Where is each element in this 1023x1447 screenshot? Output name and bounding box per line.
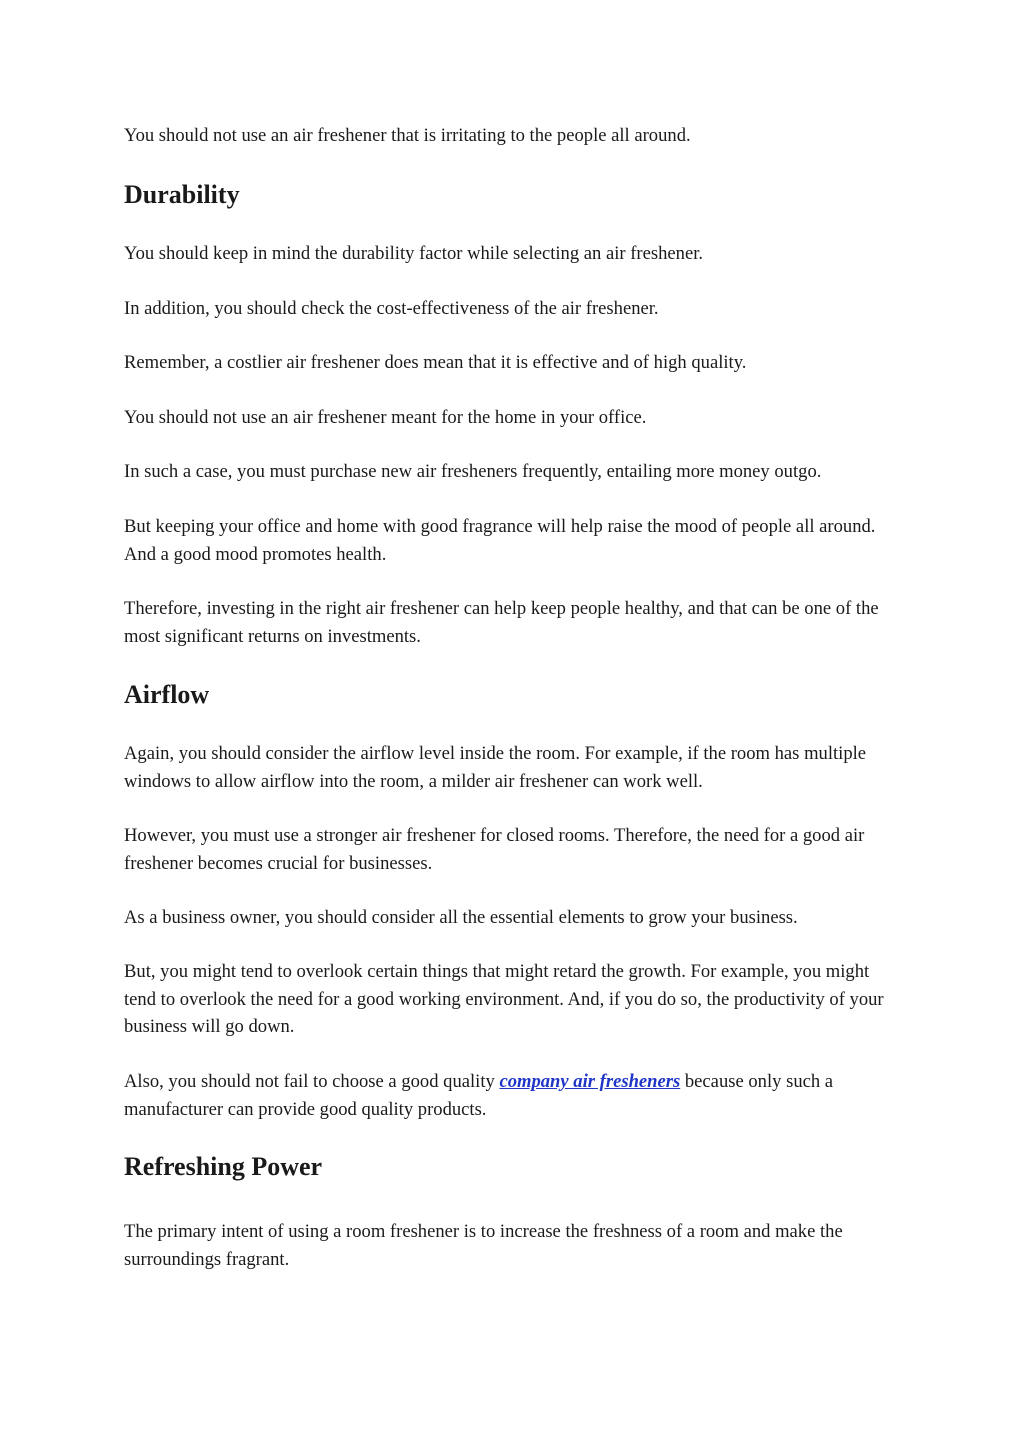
paragraph-durability-1: You should keep in mind the durability factor while selecting an air freshener.: [124, 243, 704, 264]
paragraph-durability-2: In addition, you should check the cost-effectiveness of the air freshener.: [124, 298, 659, 319]
paragraph-durability-3: Remember, a costlier air freshener does mean that it is effective and of high quality.: [124, 352, 747, 373]
company-air-fresheners-link[interactable]: company air fresheners: [499, 1071, 681, 1092]
heading-refreshing-power: Refreshing Power: [124, 1152, 323, 1181]
paragraph-airflow-5-text-after: because only such a manufacturer can provide good quality products.: [124, 1071, 834, 1120]
paragraph-airflow-3: As a business owner, you should consider all the essential elements to grow your business.: [124, 907, 798, 928]
paragraph-durability-7: Therefore, investing in the right air freshener can help keep people healthy, and that can be one of the most significant returns on investments.: [124, 598, 879, 647]
paragraph-airflow-5: [124, 1068, 904, 1123]
paragraph-durability-5: In such a case, you must purchase new air fresheners frequently, entailing more money outgo.: [124, 461, 822, 482]
paragraph-airflow-5-text-before: Also, you should not fail to choose a good quality: [124, 1071, 500, 1092]
heading-airflow: Airflow: [124, 680, 210, 709]
paragraph-refreshing-1: The primary intent of using a room freshener is to increase the freshness of a room and make the surroundings fragrant.: [124, 1221, 843, 1270]
heading-durability: Durability: [124, 180, 240, 209]
paragraph-airflow-4: But, you might tend to overlook certain things that might retard the growth. For example, you might tend to overlook the need for a good working environment. And, if you do so, the productivity of your business will go down.: [124, 961, 884, 1037]
paragraph-intro: You should not use an air freshener that is irritating to the people all around.: [124, 125, 691, 146]
paragraph-airflow-1: Again, you should consider the airflow level inside the room. For example, if the room has multiple windows to allow airflow into the room, a milder air freshener can work well.: [124, 743, 867, 792]
paragraph-durability-6: But keeping your office and home with good fragrance will help raise the mood of people all around. And a good mood promotes health.: [124, 516, 876, 565]
paragraph-airflow-2: However, you must use a stronger air freshener for closed rooms. Therefore, the need for a good air freshener becomes crucial for businesses.: [124, 825, 865, 874]
paragraph-durability-4: You should not use an air freshener meant for the home in your office.: [124, 407, 647, 428]
